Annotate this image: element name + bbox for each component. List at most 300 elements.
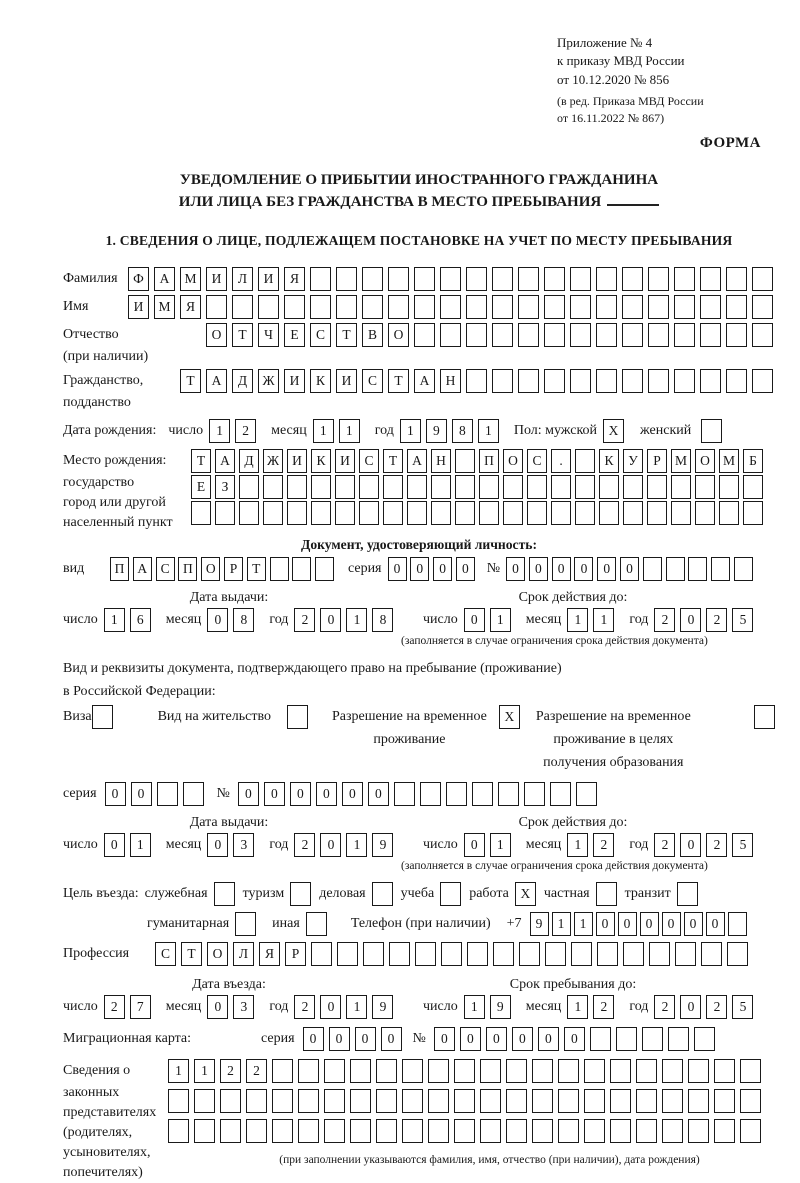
char-box[interactable] <box>466 323 487 347</box>
char-box[interactable]: 1 <box>490 833 511 857</box>
char-box[interactable] <box>519 942 540 966</box>
char-box[interactable]: 9 <box>530 912 549 936</box>
char-box[interactable] <box>191 501 211 525</box>
char-box[interactable]: 2 <box>294 995 315 1019</box>
char-box[interactable] <box>571 942 592 966</box>
char-box[interactable] <box>647 501 667 525</box>
char-box[interactable]: 0 <box>552 557 571 581</box>
char-box[interactable]: С <box>359 449 379 473</box>
char-box[interactable]: П <box>178 557 197 581</box>
char-box[interactable] <box>740 1059 761 1083</box>
char-box[interactable] <box>666 557 685 581</box>
char-box[interactable] <box>728 912 747 936</box>
char-box[interactable]: 2 <box>104 995 125 1019</box>
char-box[interactable]: А <box>215 449 235 473</box>
char-box[interactable]: О <box>388 323 409 347</box>
char-box[interactable] <box>246 1089 267 1113</box>
char-box[interactable] <box>183 782 204 806</box>
char-box[interactable]: 0 <box>486 1027 507 1051</box>
char-box[interactable] <box>350 1059 371 1083</box>
char-box[interactable] <box>623 475 643 499</box>
char-box[interactable] <box>740 1119 761 1143</box>
char-box[interactable]: 0 <box>618 912 637 936</box>
char-box[interactable] <box>636 1089 657 1113</box>
char-box[interactable] <box>350 1089 371 1113</box>
char-box[interactable]: 5 <box>732 608 753 632</box>
char-box[interactable] <box>402 1089 423 1113</box>
char-box[interactable]: 8 <box>233 608 254 632</box>
char-box[interactable] <box>575 475 595 499</box>
char-box[interactable] <box>576 782 597 806</box>
char-box[interactable]: 0 <box>207 833 228 857</box>
purpose-checkbox-business-trip[interactable] <box>214 882 235 906</box>
char-box[interactable] <box>647 475 667 499</box>
char-box[interactable]: 1 <box>490 608 511 632</box>
char-box[interactable] <box>719 475 739 499</box>
char-box[interactable] <box>532 1119 553 1143</box>
purpose-checkbox-humanitarian[interactable] <box>235 912 256 936</box>
char-box[interactable] <box>700 369 721 393</box>
char-box[interactable]: 0 <box>388 557 407 581</box>
char-box[interactable] <box>383 475 403 499</box>
char-box[interactable] <box>622 369 643 393</box>
char-box[interactable] <box>383 501 403 525</box>
char-box[interactable]: И <box>206 267 227 291</box>
char-box[interactable] <box>688 1089 709 1113</box>
char-box[interactable] <box>362 267 383 291</box>
char-box[interactable]: И <box>287 449 307 473</box>
char-box[interactable]: 0 <box>506 557 525 581</box>
char-box[interactable] <box>610 1119 631 1143</box>
char-box[interactable] <box>454 1089 475 1113</box>
char-box[interactable] <box>622 267 643 291</box>
char-box[interactable]: 0 <box>680 608 701 632</box>
char-box[interactable]: М <box>719 449 739 473</box>
char-box[interactable] <box>596 295 617 319</box>
char-box[interactable]: П <box>110 557 129 581</box>
char-box[interactable] <box>446 782 467 806</box>
char-box[interactable] <box>246 1119 267 1143</box>
char-box[interactable]: 0 <box>464 608 485 632</box>
char-box[interactable]: 0 <box>706 912 725 936</box>
char-box[interactable]: 9 <box>426 419 447 443</box>
char-box[interactable]: 2 <box>706 608 727 632</box>
char-box[interactable] <box>674 267 695 291</box>
char-box[interactable] <box>636 1059 657 1083</box>
char-box[interactable]: А <box>154 267 175 291</box>
char-box[interactable] <box>662 1089 683 1113</box>
char-box[interactable] <box>726 369 747 393</box>
char-box[interactable]: Р <box>647 449 667 473</box>
char-box[interactable]: А <box>407 449 427 473</box>
char-box[interactable] <box>480 1119 501 1143</box>
char-box[interactable]: 0 <box>303 1027 324 1051</box>
char-box[interactable] <box>648 267 669 291</box>
char-box[interactable] <box>570 323 591 347</box>
char-box[interactable] <box>168 1089 189 1113</box>
char-box[interactable] <box>643 557 662 581</box>
char-box[interactable] <box>298 1059 319 1083</box>
char-box[interactable] <box>648 295 669 319</box>
char-box[interactable]: 2 <box>294 833 315 857</box>
char-box[interactable] <box>388 267 409 291</box>
char-box[interactable] <box>324 1119 345 1143</box>
char-box[interactable] <box>506 1089 527 1113</box>
char-box[interactable] <box>455 475 475 499</box>
char-box[interactable]: 5 <box>732 833 753 857</box>
char-box[interactable] <box>472 782 493 806</box>
char-box[interactable] <box>584 1059 605 1083</box>
char-box[interactable] <box>298 1089 319 1113</box>
char-box[interactable]: С <box>155 942 176 966</box>
char-box[interactable]: П <box>479 449 499 473</box>
purpose-checkbox-private[interactable] <box>596 882 617 906</box>
char-box[interactable]: С <box>156 557 175 581</box>
char-box[interactable]: 3 <box>233 995 254 1019</box>
char-box[interactable] <box>324 1059 345 1083</box>
char-box[interactable] <box>700 323 721 347</box>
char-box[interactable] <box>584 1119 605 1143</box>
char-box[interactable] <box>220 1119 241 1143</box>
char-box[interactable]: Я <box>259 942 280 966</box>
char-box[interactable]: К <box>311 449 331 473</box>
char-box[interactable]: С <box>527 449 547 473</box>
char-box[interactable] <box>467 942 488 966</box>
char-box[interactable]: 1 <box>567 995 588 1019</box>
char-box[interactable]: М <box>671 449 691 473</box>
char-box[interactable]: Т <box>180 369 201 393</box>
char-box[interactable]: 0 <box>433 557 452 581</box>
char-box[interactable] <box>558 1059 579 1083</box>
char-box[interactable]: 0 <box>320 608 341 632</box>
char-box[interactable] <box>215 501 235 525</box>
char-box[interactable]: 2 <box>654 608 675 632</box>
char-box[interactable] <box>350 1119 371 1143</box>
char-box[interactable] <box>206 295 227 319</box>
char-box[interactable] <box>415 942 436 966</box>
char-box[interactable]: 2 <box>294 608 315 632</box>
char-box[interactable]: М <box>154 295 175 319</box>
char-box[interactable] <box>194 1119 215 1143</box>
char-box[interactable] <box>734 557 753 581</box>
char-box[interactable]: И <box>258 267 279 291</box>
char-box[interactable]: 2 <box>593 833 614 857</box>
char-box[interactable] <box>394 782 415 806</box>
char-box[interactable] <box>298 1119 319 1143</box>
char-box[interactable] <box>440 295 461 319</box>
char-box[interactable]: Н <box>431 449 451 473</box>
char-box[interactable] <box>727 942 748 966</box>
char-box[interactable] <box>493 942 514 966</box>
char-box[interactable]: 0 <box>105 782 126 806</box>
char-box[interactable]: 2 <box>654 995 675 1019</box>
char-box[interactable]: 1 <box>346 833 367 857</box>
char-box[interactable]: О <box>201 557 220 581</box>
char-box[interactable] <box>335 501 355 525</box>
char-box[interactable] <box>532 1089 553 1113</box>
char-box[interactable] <box>700 295 721 319</box>
sex-female-checkbox[interactable] <box>701 419 722 443</box>
char-box[interactable]: 0 <box>460 1027 481 1051</box>
char-box[interactable]: Т <box>388 369 409 393</box>
char-box[interactable] <box>272 1059 293 1083</box>
char-box[interactable] <box>454 1119 475 1143</box>
char-box[interactable]: 0 <box>538 1027 559 1051</box>
char-box[interactable]: Е <box>191 475 211 499</box>
char-box[interactable] <box>544 267 565 291</box>
char-box[interactable]: М <box>180 267 201 291</box>
char-box[interactable]: 0 <box>456 557 475 581</box>
char-box[interactable] <box>711 557 730 581</box>
char-box[interactable] <box>414 323 435 347</box>
char-box[interactable]: О <box>695 449 715 473</box>
char-box[interactable] <box>622 323 643 347</box>
char-box[interactable]: 1 <box>339 419 360 443</box>
char-box[interactable]: 0 <box>434 1027 455 1051</box>
purpose-checkbox-transit[interactable] <box>677 882 698 906</box>
char-box[interactable]: 0 <box>207 608 228 632</box>
char-box[interactable] <box>675 942 696 966</box>
char-box[interactable] <box>441 942 462 966</box>
char-box[interactable] <box>726 323 747 347</box>
char-box[interactable] <box>480 1089 501 1113</box>
char-box[interactable] <box>194 1089 215 1113</box>
char-box[interactable] <box>440 323 461 347</box>
char-box[interactable]: 2 <box>654 833 675 857</box>
char-box[interactable]: И <box>284 369 305 393</box>
char-box[interactable]: 0 <box>680 995 701 1019</box>
char-box[interactable]: 9 <box>490 995 511 1019</box>
char-box[interactable]: 0 <box>316 782 337 806</box>
char-box[interactable]: Т <box>336 323 357 347</box>
char-box[interactable] <box>575 449 595 473</box>
char-box[interactable] <box>518 369 539 393</box>
char-box[interactable] <box>648 323 669 347</box>
char-box[interactable] <box>694 1027 715 1051</box>
char-box[interactable]: 1 <box>593 608 614 632</box>
char-box[interactable]: 0 <box>320 833 341 857</box>
char-box[interactable] <box>674 323 695 347</box>
char-box[interactable]: Р <box>285 942 306 966</box>
char-box[interactable] <box>157 782 178 806</box>
char-box[interactable]: 0 <box>368 782 389 806</box>
char-box[interactable] <box>752 369 773 393</box>
char-box[interactable]: 1 <box>574 912 593 936</box>
char-box[interactable] <box>479 475 499 499</box>
char-box[interactable] <box>551 501 571 525</box>
char-box[interactable] <box>455 501 475 525</box>
char-box[interactable]: 7 <box>130 995 151 1019</box>
char-box[interactable]: 0 <box>264 782 285 806</box>
visa-checkbox[interactable] <box>92 705 113 729</box>
char-box[interactable] <box>671 501 691 525</box>
char-box[interactable]: О <box>207 942 228 966</box>
char-box[interactable]: Ж <box>258 369 279 393</box>
char-box[interactable]: 1 <box>346 995 367 1019</box>
char-box[interactable] <box>402 1059 423 1083</box>
char-box[interactable]: 9 <box>372 833 393 857</box>
char-box[interactable] <box>610 1089 631 1113</box>
char-box[interactable] <box>558 1119 579 1143</box>
char-box[interactable]: 0 <box>597 557 616 581</box>
char-box[interactable]: 0 <box>342 782 363 806</box>
char-box[interactable]: У <box>623 449 643 473</box>
char-box[interactable] <box>671 475 691 499</box>
char-box[interactable]: 2 <box>235 419 256 443</box>
char-box[interactable] <box>596 323 617 347</box>
char-box[interactable] <box>239 475 259 499</box>
char-box[interactable] <box>407 475 427 499</box>
char-box[interactable]: Р <box>224 557 243 581</box>
char-box[interactable] <box>662 1119 683 1143</box>
char-box[interactable] <box>752 267 773 291</box>
char-box[interactable] <box>272 1119 293 1143</box>
char-box[interactable] <box>695 475 715 499</box>
char-box[interactable] <box>610 1059 631 1083</box>
char-box[interactable] <box>544 369 565 393</box>
char-box[interactable] <box>622 295 643 319</box>
char-box[interactable] <box>575 501 595 525</box>
char-box[interactable]: 0 <box>381 1027 402 1051</box>
char-box[interactable] <box>239 501 259 525</box>
char-box[interactable]: 0 <box>104 833 125 857</box>
char-box[interactable] <box>518 323 539 347</box>
char-box[interactable] <box>310 267 331 291</box>
purpose-checkbox-tourism[interactable] <box>290 882 311 906</box>
char-box[interactable] <box>662 1059 683 1083</box>
char-box[interactable] <box>414 267 435 291</box>
char-box[interactable]: 1 <box>552 912 571 936</box>
char-box[interactable]: Т <box>232 323 253 347</box>
char-box[interactable] <box>263 475 283 499</box>
purpose-checkbox-other[interactable] <box>306 912 327 936</box>
char-box[interactable]: 2 <box>246 1059 267 1083</box>
char-box[interactable] <box>270 557 289 581</box>
char-box[interactable] <box>336 295 357 319</box>
char-box[interactable] <box>466 369 487 393</box>
char-box[interactable] <box>674 295 695 319</box>
char-box[interactable]: . <box>551 449 571 473</box>
char-box[interactable]: Б <box>743 449 763 473</box>
char-box[interactable]: Ж <box>263 449 283 473</box>
char-box[interactable]: 8 <box>372 608 393 632</box>
char-box[interactable] <box>168 1119 189 1143</box>
char-box[interactable] <box>492 267 513 291</box>
char-box[interactable] <box>752 295 773 319</box>
char-box[interactable]: Н <box>440 369 461 393</box>
char-box[interactable] <box>506 1119 527 1143</box>
char-box[interactable]: З <box>215 475 235 499</box>
char-box[interactable] <box>545 942 566 966</box>
char-box[interactable]: И <box>128 295 149 319</box>
char-box[interactable]: 1 <box>313 419 334 443</box>
char-box[interactable] <box>428 1119 449 1143</box>
char-box[interactable]: 5 <box>732 995 753 1019</box>
char-box[interactable]: 0 <box>529 557 548 581</box>
char-box[interactable] <box>428 1089 449 1113</box>
char-box[interactable] <box>726 295 747 319</box>
char-box[interactable]: Ч <box>258 323 279 347</box>
char-box[interactable]: 0 <box>684 912 703 936</box>
char-box[interactable]: 1 <box>130 833 151 857</box>
char-box[interactable] <box>695 501 715 525</box>
char-box[interactable] <box>359 475 379 499</box>
char-box[interactable] <box>428 1059 449 1083</box>
purpose-checkbox-work[interactable]: X <box>515 882 536 906</box>
char-box[interactable] <box>311 501 331 525</box>
char-box[interactable] <box>701 942 722 966</box>
char-box[interactable] <box>527 475 547 499</box>
char-box[interactable]: 3 <box>233 833 254 857</box>
char-box[interactable]: 1 <box>194 1059 215 1083</box>
char-box[interactable]: 2 <box>706 995 727 1019</box>
char-box[interactable] <box>337 942 358 966</box>
char-box[interactable] <box>714 1059 735 1083</box>
char-box[interactable] <box>623 501 643 525</box>
char-box[interactable]: А <box>206 369 227 393</box>
char-box[interactable]: 0 <box>620 557 639 581</box>
char-box[interactable]: С <box>310 323 331 347</box>
char-box[interactable] <box>714 1089 735 1113</box>
char-box[interactable]: Я <box>284 267 305 291</box>
char-box[interactable]: 0 <box>410 557 429 581</box>
char-box[interactable]: К <box>310 369 331 393</box>
char-box[interactable]: 1 <box>346 608 367 632</box>
char-box[interactable] <box>287 501 307 525</box>
char-box[interactable]: 2 <box>593 995 614 1019</box>
char-box[interactable] <box>527 501 547 525</box>
char-box[interactable] <box>649 942 670 966</box>
char-box[interactable] <box>492 369 513 393</box>
char-box[interactable] <box>688 1059 709 1083</box>
char-box[interactable] <box>388 295 409 319</box>
char-box[interactable]: 0 <box>238 782 259 806</box>
char-box[interactable] <box>492 295 513 319</box>
char-box[interactable]: 1 <box>400 419 421 443</box>
char-box[interactable] <box>480 1059 501 1083</box>
char-box[interactable] <box>359 501 379 525</box>
char-box[interactable] <box>551 475 571 499</box>
char-box[interactable] <box>550 782 571 806</box>
char-box[interactable] <box>752 323 773 347</box>
char-box[interactable]: 0 <box>329 1027 350 1051</box>
char-box[interactable] <box>570 369 591 393</box>
char-box[interactable]: 2 <box>220 1059 241 1083</box>
char-box[interactable] <box>590 1027 611 1051</box>
char-box[interactable]: 1 <box>464 995 485 1019</box>
char-box[interactable] <box>455 449 475 473</box>
char-box[interactable] <box>714 1119 735 1143</box>
char-box[interactable] <box>597 942 618 966</box>
char-box[interactable]: 8 <box>452 419 473 443</box>
char-box[interactable] <box>623 942 644 966</box>
temp-residence-checkbox[interactable]: X <box>499 705 520 729</box>
char-box[interactable] <box>414 295 435 319</box>
char-box[interactable]: 0 <box>207 995 228 1019</box>
char-box[interactable] <box>376 1119 397 1143</box>
char-box[interactable]: 0 <box>662 912 681 936</box>
char-box[interactable]: 9 <box>372 995 393 1019</box>
char-box[interactable] <box>454 1059 475 1083</box>
char-box[interactable] <box>688 557 707 581</box>
char-box[interactable] <box>466 267 487 291</box>
char-box[interactable]: 0 <box>640 912 659 936</box>
char-box[interactable]: 0 <box>290 782 311 806</box>
char-box[interactable] <box>376 1059 397 1083</box>
char-box[interactable]: А <box>414 369 435 393</box>
char-box[interactable] <box>570 295 591 319</box>
char-box[interactable]: 0 <box>464 833 485 857</box>
